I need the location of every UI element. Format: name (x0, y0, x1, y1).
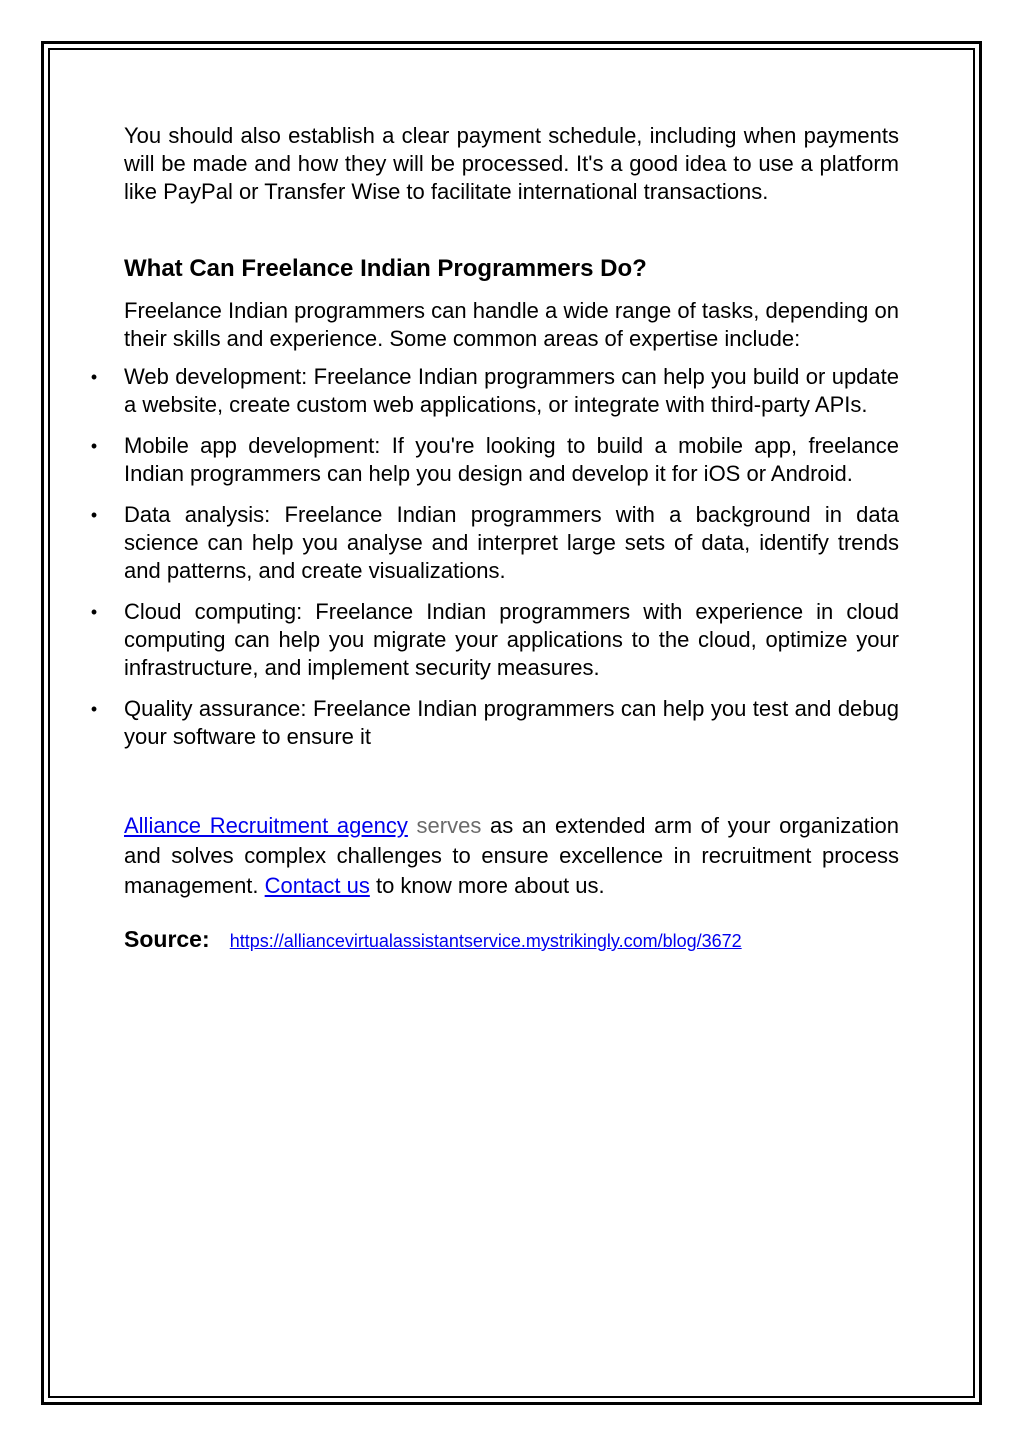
list-item-text: Cloud computing: Freelance Indian programmers with experience in cloud computing can help you migrate your applications to the cloud, optimize your infrastructure, and implement security measures. (124, 599, 899, 680)
cta-middle-text: as an extended arm of your organization and solves complex challenges to ensure excellence in recruitment process management. (124, 813, 899, 898)
list-item-web-development (90, 363, 899, 419)
bullet-icon: • (90, 602, 98, 622)
list-item-text: Mobile app development: If you're looking to build a mobile app, freelance Indian programmers can help you design and develop it for iOS or Android. (124, 433, 899, 486)
bullet-icon: • (90, 367, 98, 387)
list-item-quality-assurance (90, 695, 899, 751)
cta-paragraph (124, 811, 899, 901)
contact-us-link[interactable]: Contact us (264, 873, 370, 898)
expertise-list (90, 363, 899, 751)
list-item-cloud-computing (90, 598, 899, 682)
bullet-icon: • (90, 505, 98, 525)
source-row (124, 925, 899, 955)
list-item-mobile-app-development (90, 432, 899, 488)
list-item-text: Data analysis: Freelance Indian programmers with a background in data science can help you analyse and interpret large sets of data, identify trends and patterns, and create visualizations. (124, 502, 899, 583)
list-item-data-analysis (90, 501, 899, 585)
section-heading: What Can Freelance Indian Programmers Do? (124, 255, 647, 282)
bullet-icon: • (90, 699, 98, 719)
source-label: Source: (124, 926, 210, 952)
list-item-text: Web development: Freelance Indian programmers can help you build or update a website, create custom web applications, or integrate with third-party APIs. (124, 364, 899, 417)
alliance-recruitment-agency-link[interactable]: Alliance Recruitment agency (124, 813, 408, 838)
source-url-link[interactable]: https://alliancevirtualassistantservice.mystrikingly.com/blog/3672 (229, 931, 742, 951)
intro-paragraph: You should also establish a clear payment schedule, including when payments will be made and how they will be processed. It's a good idea to use a platform like PayPal or Transfer Wise to facilitate international transactions. (124, 123, 899, 204)
body-paragraph: Freelance Indian programmers can handle a wide range of tasks, depending on their skills and experience. Some common areas of expertise include: (124, 298, 899, 351)
cta-end-text: to know more about us. (375, 873, 605, 898)
bullet-icon: • (90, 436, 98, 456)
serves-text: serves (416, 813, 482, 838)
document-content (90, 122, 899, 955)
list-item-text: Quality assurance: Freelance Indian programmers can help you test and debug your software to ensure it (124, 696, 899, 749)
